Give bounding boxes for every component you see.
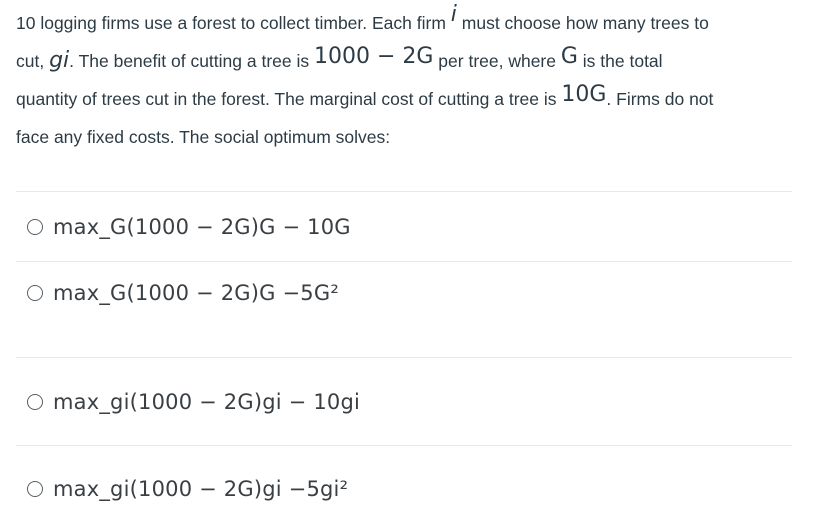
question-line-1 [16, 4, 806, 42]
math-variable-gi: gi [49, 48, 70, 73]
question-text-segment: is the total [577, 51, 663, 71]
radio-button[interactable] [27, 481, 43, 497]
answer-option-4[interactable] [16, 445, 792, 526]
math-marginal-cost: 10G [561, 82, 607, 107]
question-text-segment: quantity of trees cut in the forest. The marginal cost of cutting a tree is [16, 89, 562, 109]
question-text [16, 0, 806, 156]
answer-label: max_G(1000 − 2G)G − 10G [53, 214, 351, 239]
question-text-segment: . Firms do not [606, 89, 714, 109]
math-benefit-expression: 1000 − 2G [313, 44, 434, 69]
answer-option-3[interactable] [16, 357, 792, 445]
radio-button[interactable] [27, 285, 43, 301]
question-text-segment: cut, [16, 51, 50, 71]
answer-label: max_gi(1000 − 2G)gi −5gi² [53, 477, 349, 501]
answer-list [16, 191, 792, 526]
question-line-4 [16, 118, 806, 156]
answer-label: max_G(1000 − 2G)G −5G² [53, 280, 339, 305]
answer-label: max_gi(1000 − 2G)gi − 10gi [53, 389, 361, 414]
answer-option-1[interactable] [16, 191, 792, 261]
math-variable-G: G [560, 44, 578, 69]
math-variable-i: i [450, 2, 457, 27]
question-text-segment: per tree, where [433, 51, 561, 71]
question-text-segment: . The benefit of cutting a tree is [69, 51, 314, 71]
question-text-segment: must choose how many trees to [456, 13, 709, 33]
radio-button[interactable] [27, 219, 43, 235]
question-text-segment: 10 logging firms use a forest to collect timber. Each firm [16, 13, 451, 33]
radio-button[interactable] [27, 394, 43, 410]
question-line-3 [16, 80, 806, 118]
question-text-segment: face any fixed costs. The social optimum solves: [16, 127, 391, 147]
question-line-2 [16, 42, 806, 80]
answer-option-2[interactable] [16, 261, 792, 357]
